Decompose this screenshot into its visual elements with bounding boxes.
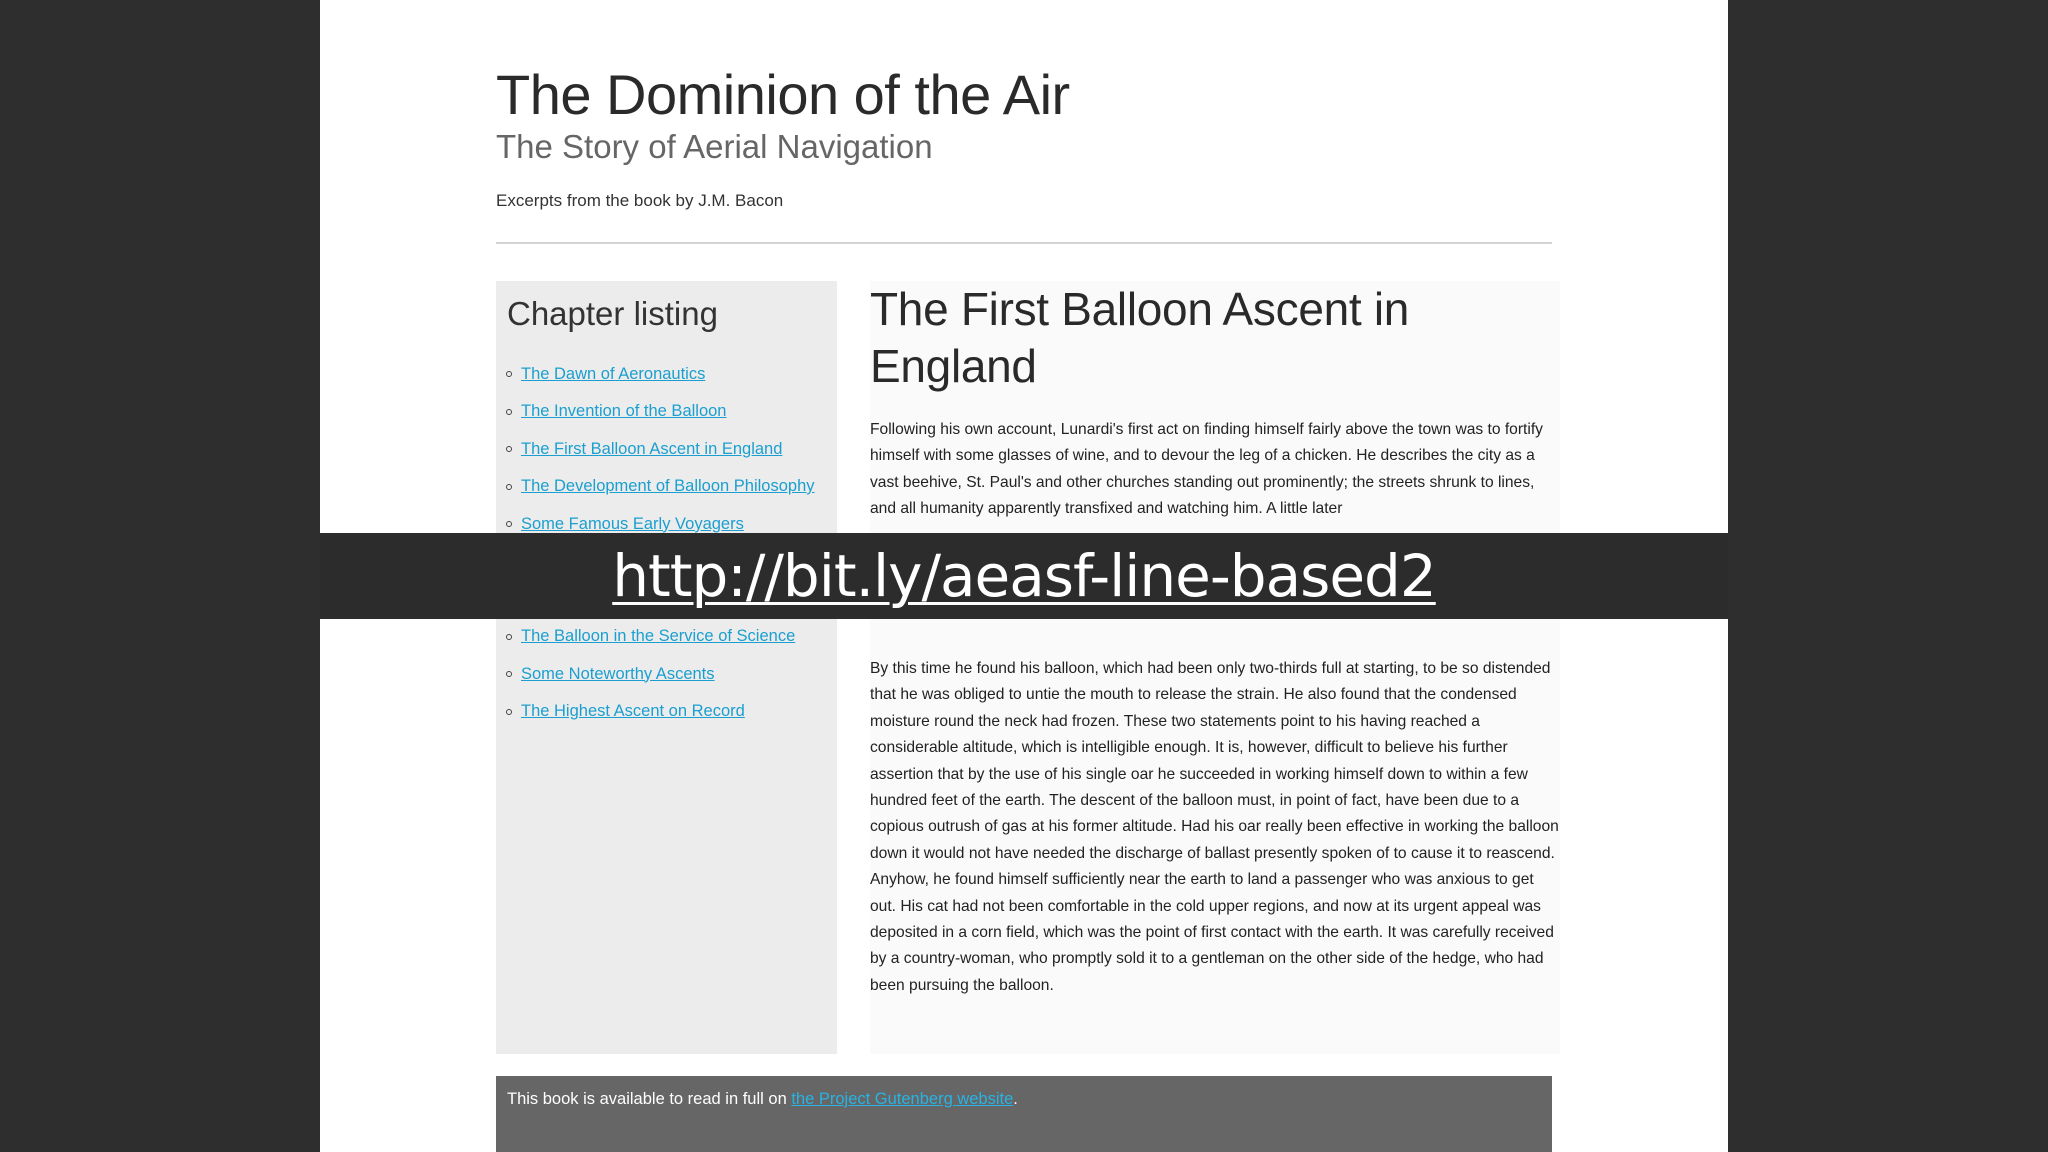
banner-url-link[interactable]: http://bit.ly/aeasf-line-based2	[612, 542, 1436, 610]
page-footer	[496, 1076, 1552, 1152]
header-divider	[496, 242, 1552, 244]
chapter-item	[496, 697, 745, 727]
article-paragraph: Following his own account, Lunardi's first act on finding himself fairly above the town was to fortify himself with some glasses of wine, and to devour the leg of a chicken. He describes the city as a vast beehive, St. Paul's and other churches standing out prominently; the streets shrunk to lines, and all humanity apparently transfixed and watching him. A little later	[870, 421, 1543, 518]
site-title: The Dominion of the Air	[496, 63, 1070, 126]
bullet-icon	[506, 709, 512, 715]
article-title: The First Balloon Ascent in England	[870, 283, 1410, 392]
url-banner	[320, 533, 1728, 619]
footer-text-after: .	[1013, 1090, 1018, 1108]
chapter-link-noteworthy-ascents[interactable]: Some Noteworthy Ascents	[521, 664, 715, 683]
gutenberg-link[interactable]: the Project Gutenberg website	[791, 1090, 1014, 1108]
chapter-item	[496, 659, 715, 689]
chapter-link-famous-early-voyagers[interactable]: Some Famous Early Voyagers	[521, 514, 744, 533]
footer-text-before: This book is available to read in full on	[507, 1090, 792, 1108]
chapter-link-dawn-of-aeronautics[interactable]: The Dawn of Aeronautics	[521, 364, 706, 383]
site-subtitle: The Story of Aerial Navigation	[496, 128, 933, 165]
article	[870, 281, 1560, 1054]
bullet-icon	[506, 521, 512, 527]
chapter-link-service-of-science[interactable]: The Balloon in the Service of Science	[521, 627, 796, 645]
bullet-icon	[506, 409, 512, 415]
byline: Excerpts from the book by J.M. Bacon	[496, 191, 784, 210]
chapter-item	[496, 359, 705, 389]
chapter-item	[496, 397, 726, 427]
bullet-icon	[506, 671, 512, 677]
bullet-icon	[506, 371, 512, 377]
sidebar-heading: Chapter listing	[507, 295, 718, 332]
chapter-sidebar	[496, 281, 837, 1054]
bullet-icon	[506, 634, 512, 640]
chapter-link-balloon-philosophy[interactable]: The Development of Balloon Philosophy	[521, 477, 815, 495]
chapter-item	[496, 434, 782, 464]
footer-text	[507, 1090, 1018, 1109]
chapter-link-invention-of-balloon[interactable]: The Invention of the Balloon	[521, 402, 727, 420]
article-paragraph: By this time he found his balloon, which had been only two-thirds full at starting, to be so distended that he was obliged to untie the mouth to release the strain. He also found that the condensed moisture round the neck had frozen. These two statements point to his having reached a considerable altitude, which is intelligible enough. It is, however, difficult to believe his further assertion that by the use of his single oar he succeeded in working himself down to within a few hundred feet of the earth. The descent of the balloon must, in point of fact, have been due to a copious outrush of gas at his former altitude. Had his oar really been effective in working the balloon down it would not have needed the discharge of ballast presently spoken of to cause it to reascend. Anyhow, he found himself sufficiently near the earth to land a passenger who was anxious to get out. His cat had not been comfortable in the cold upper regions, and now at its urgent appeal was deposited in a corn field, which was the point of first contact with the earth. It was carefully received by a country-woman, who promptly sold it to a gentleman on the other side of the hedge, who had been pursuing the balloon.	[870, 660, 1559, 994]
bullet-icon	[506, 446, 512, 452]
chapter-link-highest-ascent[interactable]: The Highest Ascent on Record	[521, 702, 745, 720]
chapter-link-first-balloon-ascent[interactable]: The First Balloon Ascent in England	[521, 439, 783, 458]
chapter-item	[496, 622, 795, 652]
chapter-item	[496, 472, 815, 502]
bullet-icon	[506, 484, 512, 490]
